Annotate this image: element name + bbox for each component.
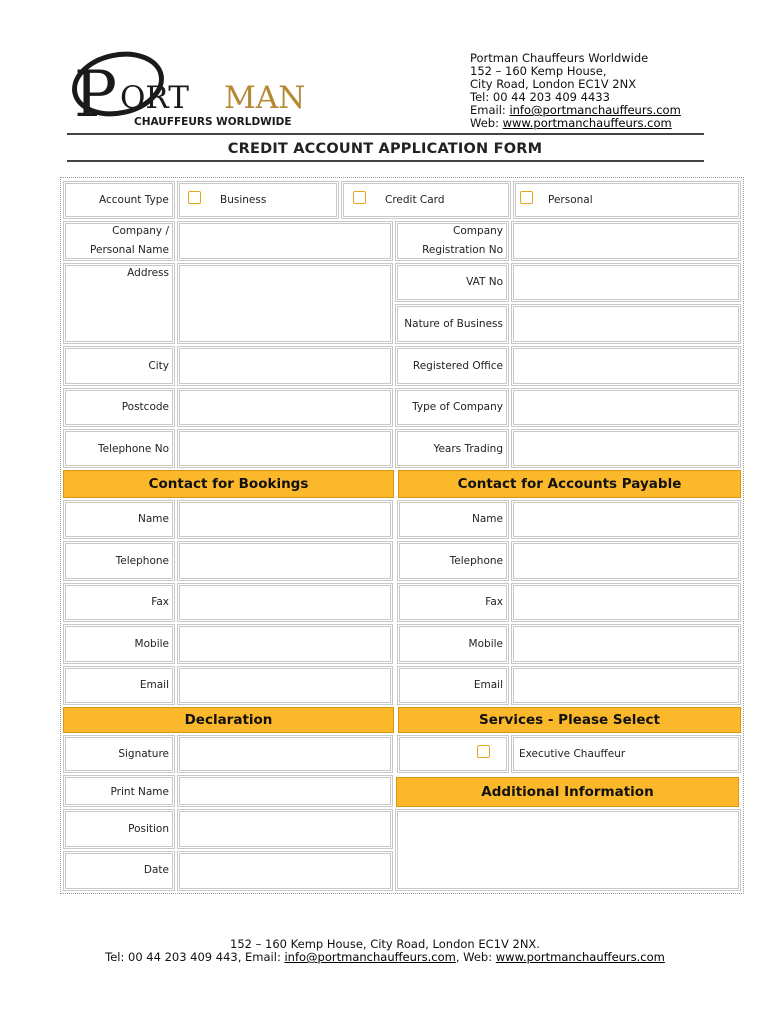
bookings-name-input[interactable] <box>177 500 393 539</box>
bookings-mobile-input[interactable] <box>177 624 393 664</box>
payable-section-header: Contact for Accounts Payable <box>398 470 741 498</box>
portman-logo <box>70 50 310 130</box>
additional-info-header: Additional Information <box>396 777 739 807</box>
payable-email-input[interactable] <box>511 666 741 705</box>
logo-tagline: CHAUFFEURS WORLDWIDE <box>134 116 292 128</box>
payable-mobile-input[interactable] <box>511 624 741 664</box>
print-name-input[interactable] <box>177 775 393 807</box>
business-checkbox[interactable] <box>188 191 201 204</box>
years-trading-input[interactable] <box>511 429 741 468</box>
account-type-label: Account Type <box>99 194 169 206</box>
payable-email-label: Email <box>473 679 503 691</box>
email-label: Email: <box>470 103 510 117</box>
personal-option-label: Personal <box>548 194 593 206</box>
company-name: Portman Chauffeurs Worldwide <box>470 51 649 65</box>
bookings-telephone-label: Telephone <box>115 555 169 567</box>
telephone-no-input[interactable] <box>177 429 393 468</box>
footer-address: 152 – 160 Kemp House, City Road, London EC1V 2NX. <box>230 937 540 951</box>
company-name-label-2: Personal Name <box>90 244 169 256</box>
header-divider <box>67 133 704 135</box>
footer <box>0 938 770 964</box>
logo-word-gold: MAN <box>224 80 306 116</box>
postcode-input[interactable] <box>177 388 393 427</box>
position-label: Position <box>128 823 169 835</box>
address-line-2: City Road, London EC1V 2NX <box>470 77 637 91</box>
address-line-1: 152 – 160 Kemp House, <box>470 64 607 78</box>
company-type-label: Type of Company <box>412 401 503 413</box>
declaration-section-header: Declaration <box>63 707 394 733</box>
web-link[interactable]: www.portmanchauffeurs.com <box>502 116 672 130</box>
bookings-telephone-input[interactable] <box>177 541 393 581</box>
web-label: Web: <box>470 116 503 130</box>
payable-telephone-input[interactable] <box>511 541 741 581</box>
postcode-label: Postcode <box>121 401 169 413</box>
position-input[interactable] <box>177 809 393 849</box>
telephone-no-label: Telephone No <box>98 443 169 455</box>
bookings-fax-input[interactable] <box>177 583 393 622</box>
payable-fax-label: Fax <box>485 596 503 608</box>
payable-mobile-label: Mobile <box>468 638 503 650</box>
registered-office-label: Registered Office <box>412 360 503 372</box>
bookings-email-input[interactable] <box>177 666 393 705</box>
bookings-fax-label: Fax <box>151 596 169 608</box>
company-name-input[interactable] <box>177 221 393 261</box>
footer-email-link[interactable]: info@portmanchauffeurs.com <box>284 950 456 964</box>
logo-letter: P <box>74 58 118 130</box>
payable-fax-input[interactable] <box>511 583 741 622</box>
bookings-name-label: Name <box>138 513 169 525</box>
payable-name-input[interactable] <box>511 500 741 539</box>
executive-chauffeur-checkbox[interactable] <box>477 745 490 758</box>
city-input[interactable] <box>177 346 393 386</box>
bookings-mobile-label: Mobile <box>134 638 169 650</box>
company-contact-block <box>470 52 681 130</box>
vat-label: VAT No <box>466 276 503 288</box>
payable-name-label: Name <box>472 513 503 525</box>
email-link[interactable]: info@portmanchauffeurs.com <box>509 103 681 117</box>
services-section-header: Services - Please Select <box>398 707 741 733</box>
nature-input[interactable] <box>511 304 741 344</box>
company-name-label-1: Company / <box>112 225 169 237</box>
signature-input[interactable] <box>177 735 393 773</box>
personal-checkbox[interactable] <box>520 191 533 204</box>
print-name-label: Print Name <box>110 786 169 798</box>
vat-input[interactable] <box>511 263 741 302</box>
service-checkbox-cell <box>397 735 509 773</box>
registration-label-2: Registration No <box>422 244 503 256</box>
years-trading-label: Years Trading <box>433 443 503 455</box>
footer-telephone: Tel: 00 44 203 409 443, Email: <box>105 950 285 964</box>
footer-web-link[interactable]: www.portmanchauffeurs.com <box>495 950 665 964</box>
bookings-section-header: Contact for Bookings <box>63 470 394 498</box>
footer-web-label: , Web: <box>455 950 496 964</box>
bookings-email-label: Email <box>139 679 169 691</box>
form-title: CREDIT ACCOUNT APPLICATION FORM <box>227 141 543 157</box>
telephone: Tel: 00 44 203 409 4433 <box>470 90 610 104</box>
registered-office-input[interactable] <box>511 346 741 386</box>
date-label: Date <box>143 864 169 876</box>
executive-chauffeur-label: Executive Chauffeur <box>519 748 626 760</box>
registration-label-1: Company <box>453 225 503 237</box>
payable-telephone-label: Telephone <box>449 555 503 567</box>
company-type-input[interactable] <box>511 388 741 427</box>
address-input[interactable] <box>177 263 393 344</box>
nature-label: Nature of Business <box>404 318 503 330</box>
credit-card-option-label: Credit Card <box>385 194 445 206</box>
additional-info-input[interactable] <box>395 809 741 891</box>
credit-card-checkbox[interactable] <box>353 191 366 204</box>
title-divider <box>67 160 704 162</box>
date-input[interactable] <box>177 851 393 891</box>
city-label: City <box>148 360 169 372</box>
registration-input[interactable] <box>511 221 741 261</box>
business-option-label: Business <box>220 194 267 206</box>
signature-label: Signature <box>118 748 169 760</box>
address-label: Address <box>127 267 169 279</box>
logo-word-dark: ORT <box>120 80 189 116</box>
